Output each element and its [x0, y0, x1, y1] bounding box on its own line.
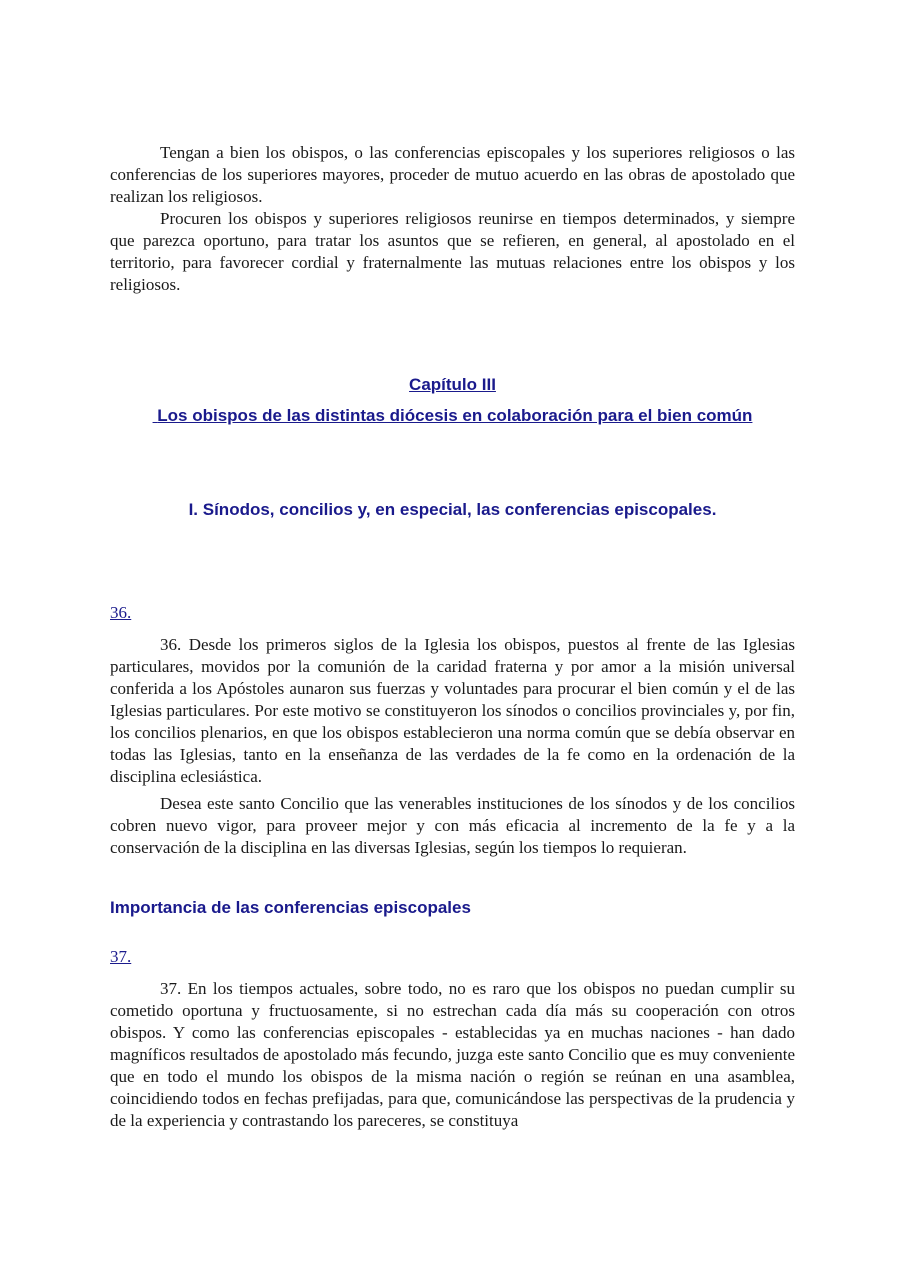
subheading-importancia: Importancia de las conferencias episcopales — [110, 898, 471, 917]
article-36-paragraph-1: 36. Desde los primeros siglos de la Iglesia los obispos, puestos al frente de las Iglesias particulares, movidos por la comunión de la caridad fraterna y por amor a la misión universal conferida a los Apóstoles aunaron sus fuerzas y voluntades para procurar el bien común y el de las Iglesias particulares. Por este motivo se constituyeron los sínodos o concilios provinciales y, por fin, los concilios plenarios, en que los obispos establecieron una norma común que se debía observar en todas las Iglesias, tanto en la enseñanza de las verdades de la fe como en la ordenación de la disciplina eclesiástica. — [110, 635, 795, 786]
article-37-anchor-link[interactable]: 37. — [110, 947, 132, 966]
chapter-title: Los obispos de las distintas diócesis en colaboración para el bien común — [152, 406, 753, 425]
article-36-anchor-row — [110, 602, 795, 624]
article-36-anchor-link[interactable]: 36. — [110, 603, 132, 622]
article-37-anchor-row — [110, 946, 795, 968]
article-37-paragraph-1: 37. En los tiempos actuales, sobre todo, no es raro que los obispos no puedan cumplir su cometido oportuna y fructuosamente, si no estrechan cada día más su cooperación con otros obispos. Y como las conferencias episcopales - establecidas ya en muchas naciones - han dado magníficos resultados de apostolado más fecundo, juzga este santo Concilio que es muy conveniente que en todo el mundo los obispos de la misma nación o región se reúnan en una asamblea, coincidiendo todos en fechas prefijadas, para que, comunicándose las perspectivas de la prudencia y de la experiencia y contrastando los pareceres, se constituya — [110, 979, 795, 1130]
intro-paragraph-2: Procuren los obispos y superiores religiosos reunirse en tiempos determinados, y siempre que parezca oportuno, para tratar los asuntos que se refieren, en general, al apostolado en el territorio, para favorecer cordial y fraternalmente las mutuas relaciones entre los obispos y los religiosos. — [110, 209, 795, 294]
section-heading: I. Sínodos, concilios y, en especial, las conferencias episcopales. — [188, 500, 717, 519]
chapter-label: Capítulo III — [409, 375, 496, 394]
article-36-paragraph-2: Desea este santo Concilio que las venerables instituciones de los sínodos y de los concilios cobren nuevo vigor, para proveer mejor y con más eficacia al incremento de la fe y a la conservación de la disciplina en las diversas Iglesias, según los tiempos lo requieran. — [110, 794, 795, 857]
intro-paragraph-1: Tengan a bien los obispos, o las conferencias episcopales y los superiores religiosos o las conferencias de los superiores mayores, proceder de mutuo acuerdo en las obras de apostolado que realizan los religiosos. — [110, 143, 795, 206]
